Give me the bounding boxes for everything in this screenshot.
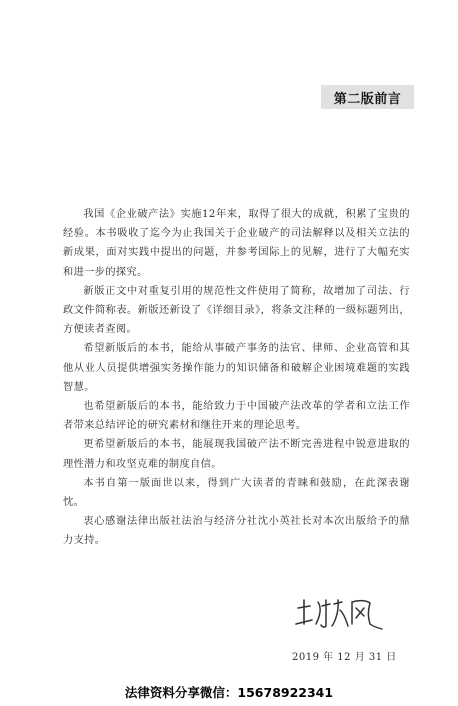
date-line: 2019 年 12 月 31 日 <box>292 652 397 663</box>
paragraph: 衷心感谢法律出版社法治与经济分社沈小英社长对本次出版给予的鼎力支持。 <box>63 516 410 547</box>
page-title: 第二版前言 <box>321 85 414 109</box>
paragraph: 我国《企业破产法》实施12年来，取得了很大的成就，积累了宝贵的经验。本书吸收了迄今为止我国关于企业破产的司法解释以及相关立法的新成果，面对实践中提出的问题，并参考国际上的见解，进行了大幅充实和进一步的探究。 <box>63 209 410 278</box>
watermark-text: 法律资料分享微信：15678922341 <box>124 685 334 700</box>
paragraph: 新版正文中对重复引用的规范性文件使用了简称，故增加了司法、行政文件简称表。新版还新设了《详细目录》，将条文注释的一级标题列出，方便读者查阅。 <box>63 285 410 336</box>
paragraph: 希望新版后的本书，能给从事破产事务的法官、律师、企业高管和其他从业人员提供增强实务操作能力的知识储备和破解企业困境难题的实践智慧。 <box>63 343 410 393</box>
paragraph: 也希望新版后的本书，能给致力于中国破产法改革的学者和立法工作者带来总结评论的研究素材和继往开来的理论思考。 <box>63 401 410 432</box>
preface-body <box>63 205 410 551</box>
paragraph: 更希望新版后的本书，能展现我国破产法不断完善进程中锐意进取的理性潜力和攻坚克难的制度自信。 <box>63 439 410 470</box>
handwritten-signature <box>292 594 384 634</box>
paragraph: 本书自第一版面世以来，得到广大读者的青睐和鼓励，在此深表谢忱。 <box>63 477 410 509</box>
